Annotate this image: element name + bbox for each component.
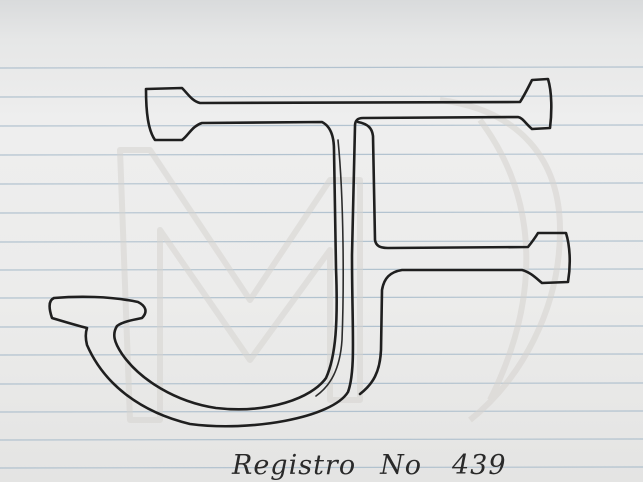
caption-label: Registro	[232, 450, 357, 481]
ghost-bleed-through	[120, 100, 560, 420]
caption-number: 439	[452, 450, 507, 481]
registration-caption	[232, 450, 507, 481]
caption-no: No	[380, 450, 422, 481]
letter-e-outline	[358, 122, 570, 394]
